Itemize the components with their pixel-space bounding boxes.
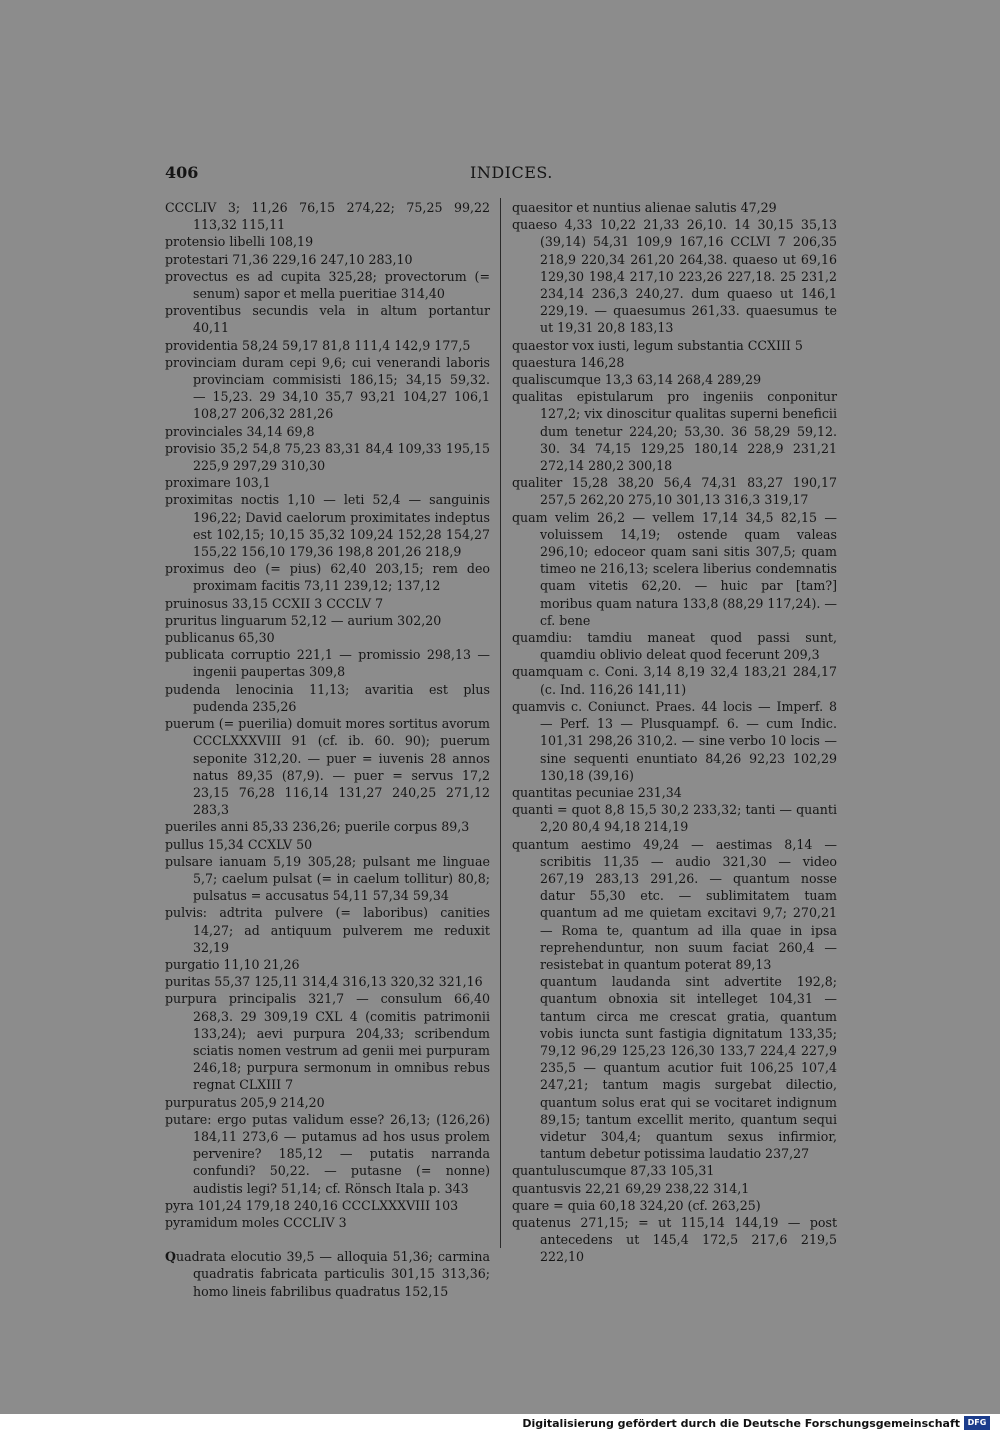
index-entry: pudenda lenocinia 11,13; avaritia est plus pudenda 235,26 — [165, 681, 490, 714]
index-entry: provinciales 34,14 69,8 — [165, 423, 315, 439]
funding-note: Digitalisierung gefördert durch die Deutsche Forschungsgemeinschaft — [522, 1417, 960, 1430]
left-entries — [165, 199, 490, 1231]
index-entry: proximus deo (= pius) 62,40 203,15; rem deo proximam facitis 73,11 239,12; 137,12 — [165, 561, 490, 594]
index-entry: quantuluscumque 87,33 105,31 — [512, 1163, 715, 1179]
index-entry: pulsare ianuam 5,19 305,28; pulsant me linguae 5,7; caelum pulsat (= in caelum tollitur) 80,8; pulsatus = accusatus 54,11 57,34 59,34 — [165, 853, 490, 904]
index-entry-q — [165, 1248, 490, 1300]
index-entry: purpuratus 205,9 214,20 — [165, 1094, 325, 1110]
index-entry: quamquam c. Coni. 3,14 8,19 32,4 183,21 284,17 (c. Ind. 116,26 141,11) — [512, 664, 837, 697]
index-entry: quaeso 4,33 10,22 21,33 26,10. 14 30,15 35,13 (39,14) 54,31 109,9 167,16 CCLVI 7 206,35 218,9 220,34 261,20 264,38. quaeso ut 69,16 129,30 198,4 217,10 223,26 227,18. 25 231,2 234,14 236,3 240,27. dum quaeso ut 146,1 229,19. — quaesumus 261,33. quaesumus te ut 19,31 20,8 183,13 — [512, 217, 837, 336]
index-entry: proventibus secundis vela in altum portantur 40,11 — [165, 303, 490, 336]
index-entry: pyramidum moles CCCLIV 3 — [165, 1214, 347, 1230]
index-entry: protensio libelli 108,19 — [165, 234, 314, 250]
index-entry: quaestura 146,28 — [512, 354, 625, 370]
right-entries-end — [512, 1162, 837, 1265]
index-entry-q-text: uadrata elocutio 39,5 — alloquia 51,36; carmina quadratis fabricata particulis 301,15 313,36; homo lineis fabrilibus quadratus 152,15 — [175, 1249, 490, 1299]
index-entry: publicata corruptio 221,1 — promissio 298,13 — ingenii paupertas 309,8 — [165, 647, 490, 680]
index-entry: pruinosus 33,15 CCXII 3 CCCLV 7 — [165, 595, 384, 611]
index-entry: quatenus 271,15; = ut 115,14 144,19 — post antecedens ut 145,4 172,5 217,6 219,5 222,10 — [512, 1214, 837, 1265]
index-entry: quanti = quot 8,8 15,5 30,2 233,32; tanti — quanti 2,20 80,4 94,18 214,19 — [512, 802, 837, 835]
index-entry: provinciam duram cepi 9,6; cui venerandi laboris provinciam commisisti 186,15; 34,15 59,32. — 15,23. 29 34,10 35,7 93,21 104,27 106,1 108,27 206,32 281,26 — [165, 354, 490, 422]
right-entries — [512, 199, 837, 973]
index-entry: pulvis: adtrita pulvere (= laboribus) canities 14,27; ad antiquum pulverem me reduxit 32,19 — [165, 905, 490, 955]
index-entry: quantitas pecuniae 231,34 — [512, 784, 682, 800]
index-entry: qualiter 15,28 38,20 56,4 74,31 83,27 190,17 257,5 262,20 275,10 301,13 316,3 319,17 — [512, 475, 837, 508]
index-entry: proximitas noctis 1,10 — leti 52,4 — sanguinis 196,22; David caelorum proximitates indeptus est 102,15; 10,15 35,32 109,24 152,28 154,27 155,22 156,10 179,36 198,8 201,26 218,9 — [165, 492, 490, 560]
index-entry: quaesitor et nuntius alienae salutis 47,29 — [512, 200, 777, 215]
index-entry: quamvis c. Coniunct. Praes. 44 locis — Imperf. 8 — Perf. 13 — Plusquampf. 6. — cum Indic. 101,31 298,26 310,2. — sine verbo 10 locis — sine sequenti enuntiato 84,26 92,23 102,29 130,18 (39,16) — [512, 698, 837, 783]
index-entry: puerum (= puerilia) domuit mores sortitus avorum CCCLXXXVIII 91 (cf. ib. 60. 90); puerum seponite 312,20. — puer = iuvenis 28 annos natus 89,35 (87,9). — puer = servus 17,2 23,15 76,28 116,14 131,27 240,25 271,12 283,3 — [165, 716, 490, 818]
index-entry: publicanus 65,30 — [165, 630, 275, 646]
right-index-column — [512, 199, 837, 1266]
index-sub-entry: quantum laudanda sint advertite 192,8; quantum obnoxia sit intelleget 104,31 — tantum circa me crescat gratia, quantum vobis iuncta sunt fastigia dignitatum 133,35; 79,12 96,29 125,23 126,30 133,7 224,4 227,9 235,5 — quantum acutior fuit 106,25 107,4 247,21; tantum magis surgebat dilectio, quantum solus erat qui se vocitaret indignum 89,15; tantum excellit merito, quantum sequi videtur 304,4; quantum sexus infirmior, tantum debetur potissima laudatio 237,27 — [540, 974, 837, 1162]
index-entry: purgatio 11,10 21,26 — [165, 956, 300, 972]
index-entry: quantusvis 22,21 69,29 238,22 314,1 — [512, 1180, 750, 1196]
index-entry: proximare 103,1 — [165, 475, 271, 491]
running-head: INDICES. — [470, 163, 553, 182]
index-entry: providentia 58,24 59,17 81,8 111,4 142,9 177,5 — [165, 337, 471, 353]
left-index-column — [165, 199, 490, 1300]
index-entry: quantum aestimo 49,24 — aestimas 8,14 — scribitis 11,35 — audio 321,30 — video 267,19 283,13 291,26. — quantum nosse datur 55,30 etc. — sublimitatem tuam quantum ad me quietam excitavi 9,7; 270,21 — Roma te, quantum ad illa quae in ipsa reprehenduntur, non suum faciat 260,4 — resistebat in quantum poterat 89,13 — [512, 836, 837, 972]
index-entry: quare = quia 60,18 324,20 (cf. 263,25) — [512, 1197, 761, 1213]
index-entry: quamdiu: tamdiu maneat quod passi sunt, quamdiu oblivio deleat quod fecerunt 209,3 — [512, 630, 837, 663]
index-entry: quam velim 26,2 — vellem 17,14 34,5 82,15 — voluissem 14,19; ostende quam valeas 296,10; edoceor quam sani sitis 307,5; quam timeo ne 216,13; scelera liberius condemnatis quam vitetis 62,20. — huic par [tam?] moribus quam natura 133,8 (88,29 117,24). — cf. bene — [512, 509, 837, 628]
index-entry: purpura principalis 321,7 — consulum 66,40 268,3. 29 309,19 CXL 4 (comitis patrimonii 133,24); aevi purpura 204,33; scribendum sciatis nomen vestrum ad genii mei purpuram 246,18; purpura sermonum in omnibus rebus regnat CLXIII 7 — [165, 991, 490, 1093]
index-entry: quaestor vox iusti, legum substantia CCXIII 5 — [512, 337, 803, 353]
column-divider — [500, 198, 501, 1248]
index-entry: CCCLIV 3; 11,26 76,15 274,22; 75,25 99,22 113,32 115,11 — [165, 200, 490, 233]
index-entry: qualitas epistularum pro ingeniis conponitur 127,2; vix dinoscitur qualitas superni beneficii dum tenetur 224,20; 53,30. 36 58,29 59,12. 30. 34 74,15 129,25 180,14 228,9 231,21 272,14 280,2 300,18 — [512, 389, 837, 474]
index-entry: qualiscumque 13,3 63,14 268,4 289,29 — [512, 372, 762, 388]
index-entry: pyra 101,24 179,18 240,16 CCCLXXXVIII 103 — [165, 1197, 459, 1213]
index-entry: protestari 71,36 229,16 247,10 283,10 — [165, 251, 413, 267]
index-entry: provisio 35,2 54,8 75,23 83,31 84,4 109,33 195,15 225,9 297,29 310,30 — [165, 440, 490, 474]
index-entry: pruritus linguarum 52,12 — aurium 302,20 — [165, 612, 442, 628]
page-number: 406 — [165, 163, 199, 182]
dfg-logo: DFG — [964, 1416, 990, 1430]
index-entry: putare: ergo putas validum esse? 26,13; (126,26) 184,11 273,6 — putamus ad hos usus prolem pervenire? 185,12 — putatis narranda confundi? 50,22. — putasne (= nonne) audistis legi? 51,14; cf. Rönsch Itala p. 343 — [165, 1111, 490, 1196]
section-initial: Q — [165, 1249, 176, 1265]
index-entry: puritas 55,37 125,11 314,4 316,13 320,32 321,16 — [165, 974, 483, 990]
index-entry: provectus es ad cupita 325,28; provectorum (= senum) sapor et mella pueritiae 314,40 — [165, 268, 490, 302]
index-entry: pullus 15,34 CCXLV 50 — [165, 836, 313, 852]
index-entry: pueriles anni 85,33 236,26; puerile corpus 89,3 — [165, 819, 470, 835]
